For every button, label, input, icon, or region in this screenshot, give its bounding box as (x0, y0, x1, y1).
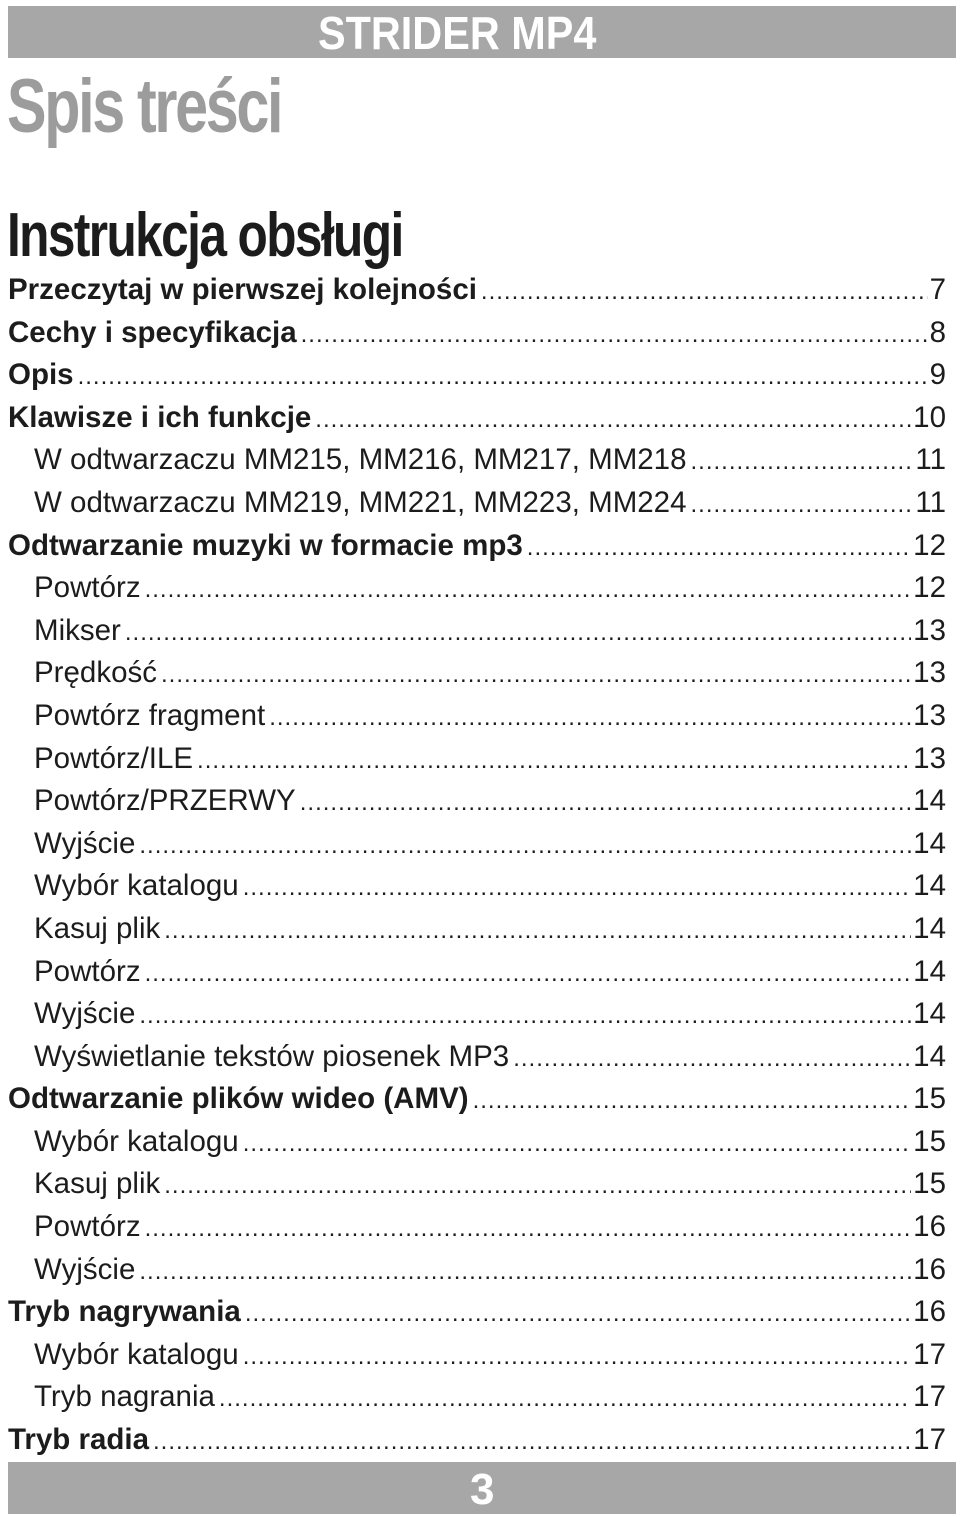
toc-entry-page: 14 (913, 954, 946, 988)
toc-entry-page: 15 (913, 1082, 946, 1116)
toc-entry[interactable] (0, 312, 960, 355)
dot-leader (473, 1080, 912, 1123)
toc-entry-title: Opis (8, 358, 74, 392)
toc-entry-page: 15 (913, 1124, 946, 1158)
header-bar (8, 6, 956, 58)
toc-entry-row (8, 1291, 946, 1334)
toc-entry-title: Tryb nagrywania (8, 1295, 241, 1329)
toc-entry-title: Prędkość (34, 656, 157, 690)
toc-entry[interactable] (0, 1206, 960, 1249)
toc-entry[interactable] (0, 908, 960, 951)
toc-entry[interactable] (0, 823, 960, 866)
page-number: 3 (470, 1465, 495, 1514)
toc-entry-page: 14 (913, 869, 946, 903)
toc-entry-title: Powtórz (34, 954, 141, 988)
toc-entry-row (34, 610, 946, 653)
dot-leader (139, 825, 911, 868)
toc-entry-page: 14 (913, 826, 946, 860)
dot-leader (78, 356, 928, 399)
dot-leader (301, 314, 928, 357)
dot-leader (513, 1038, 911, 1081)
dot-leader (139, 995, 911, 1038)
toc-entry-title: Wybór katalogu (34, 1337, 239, 1371)
toc-entry-row (34, 1334, 946, 1377)
toc-entry-page: 11 (915, 443, 946, 477)
toc-entry-page: 11 (915, 485, 946, 519)
toc-entry-row (34, 865, 946, 908)
toc-entry-row (34, 652, 946, 695)
toc-entry-row (8, 1419, 946, 1462)
toc-entry-page: 16 (913, 1210, 946, 1244)
dot-leader (197, 740, 911, 783)
dot-leader (245, 1293, 911, 1336)
brand-title: STRIDER MP4 (318, 7, 597, 59)
dot-leader (269, 697, 911, 740)
toc-entry-page: 14 (913, 911, 946, 945)
toc-entry-row (34, 1036, 946, 1079)
dot-leader (145, 953, 912, 996)
toc-entry-title: Powtórz (34, 571, 141, 605)
toc-entry-page: 12 (913, 528, 946, 562)
toc-entry-page: 16 (913, 1252, 946, 1286)
toc-entry[interactable] (0, 652, 960, 695)
toc-entry-title: Wyjście (34, 1252, 136, 1286)
toc-entry[interactable] (0, 993, 960, 1036)
toc-entry-row (34, 439, 946, 482)
dot-leader (527, 527, 911, 570)
toc-entry-page: 10 (913, 400, 946, 434)
toc-entry-page: 12 (913, 571, 946, 605)
toc-entry[interactable] (0, 1121, 960, 1164)
toc-entry[interactable] (0, 738, 960, 781)
dot-leader (243, 1123, 911, 1166)
toc-entry-title: Odtwarzanie plików wideo (AMV) (8, 1082, 469, 1116)
toc-entry-page: 13 (913, 656, 946, 690)
toc-entry[interactable] (0, 525, 960, 568)
toc-entry-title: Wybór katalogu (34, 1124, 239, 1158)
toc-entry-title: Powtórz fragment (34, 698, 266, 732)
dot-leader (481, 271, 928, 314)
toc-entry-title: Powtórz (34, 1210, 141, 1244)
toc-entry[interactable] (0, 780, 960, 823)
dot-leader (315, 399, 911, 442)
toc-entry[interactable] (0, 439, 960, 482)
toc-entry[interactable] (0, 354, 960, 397)
toc-entry[interactable] (0, 1419, 960, 1462)
dot-leader (243, 1336, 911, 1379)
dot-leader (153, 1421, 911, 1464)
toc-entry-page: 14 (913, 1039, 946, 1073)
table-of-contents (0, 269, 960, 1462)
dot-leader (219, 1378, 911, 1421)
dot-leader (243, 867, 911, 910)
toc-entry-row (34, 780, 946, 823)
toc-entry-title: Wyjście (34, 997, 136, 1031)
toc-entry[interactable] (0, 269, 960, 312)
toc-entry-page: 16 (913, 1295, 946, 1329)
toc-entry-page: 14 (913, 784, 946, 818)
toc-entry-page: 17 (913, 1337, 946, 1371)
toc-entry-title: Powtórz/PRZERWY (34, 784, 296, 818)
section-title: Instrukcja obsługi (7, 201, 403, 270)
toc-entry-row (34, 993, 946, 1036)
toc-entry-row (34, 951, 946, 994)
toc-entry-title: Tryb radia (8, 1423, 150, 1457)
toc-entry-row (34, 482, 946, 525)
dot-leader (145, 1208, 912, 1251)
toc-entry-title: Klawisze i ich funkcje (8, 400, 312, 434)
toc-entry-page: 13 (913, 741, 946, 775)
dot-leader (139, 1251, 911, 1294)
toc-entry-title: W odtwarzaczu MM219, MM221, MM223, MM224 (34, 485, 687, 519)
toc-entry-title: Wyświetlanie tekstów piosenek MP3 (34, 1039, 510, 1073)
toc-entry[interactable] (0, 567, 960, 610)
toc-entry-row (8, 312, 946, 355)
toc-entry-row (8, 397, 946, 440)
toc-entry[interactable] (0, 1036, 960, 1079)
toc-entry-row (34, 738, 946, 781)
dot-leader (691, 441, 914, 484)
dot-leader (164, 910, 911, 953)
dot-leader (691, 484, 914, 527)
dot-leader (161, 654, 911, 697)
toc-entry-page: 13 (913, 613, 946, 647)
toc-entry-title: Cechy i specyfikacja (8, 315, 297, 349)
toc-entry[interactable] (0, 610, 960, 653)
toc-entry-row (34, 823, 946, 866)
toc-entry[interactable] (0, 1376, 960, 1419)
toc-entry-title: W odtwarzaczu MM215, MM216, MM217, MM218 (34, 443, 687, 477)
toc-entry[interactable] (0, 1078, 960, 1121)
dot-leader (125, 612, 911, 655)
toc-entry-row (34, 908, 946, 951)
toc-entry[interactable] (0, 865, 960, 908)
toc-entry-page: 17 (913, 1380, 946, 1414)
page-title: Spis treści (7, 64, 282, 149)
toc-entry-page: 17 (913, 1423, 946, 1457)
toc-entry-row (34, 1163, 946, 1206)
toc-entry-row (34, 1121, 946, 1164)
toc-entry-page: 14 (913, 997, 946, 1031)
toc-entry[interactable] (0, 695, 960, 738)
toc-entry-page: 7 (929, 273, 946, 306)
toc-entry-row (8, 525, 946, 568)
toc-entry-title: Odtwarzanie muzyki w formacie mp3 (8, 528, 523, 562)
dot-leader (300, 782, 911, 825)
toc-entry-row (8, 1078, 946, 1121)
toc-entry[interactable] (0, 397, 960, 440)
toc-entry-row (34, 1376, 946, 1419)
toc-entry-title: Wyjście (34, 826, 136, 860)
toc-entry[interactable] (0, 1291, 960, 1334)
toc-entry-row (34, 1249, 946, 1292)
footer-bar (8, 1462, 956, 1514)
toc-entry-page: 8 (929, 315, 946, 349)
toc-entry[interactable] (0, 1334, 960, 1377)
toc-entry-row (34, 1206, 946, 1249)
toc-entry-title: Tryb nagrania (34, 1380, 215, 1414)
toc-entry-page: 13 (913, 698, 946, 732)
toc-entry-page: 9 (929, 358, 946, 392)
toc-entry-row (34, 695, 946, 738)
toc-entry[interactable] (0, 1249, 960, 1292)
toc-entry[interactable] (0, 1163, 960, 1206)
toc-entry-row (8, 269, 946, 312)
toc-entry-row (8, 354, 946, 397)
dot-leader (164, 1165, 911, 1208)
toc-entry[interactable] (0, 951, 960, 994)
toc-entry[interactable] (0, 482, 960, 525)
dot-leader (145, 569, 912, 612)
toc-entry-title: Powtórz/ILE (34, 741, 194, 775)
toc-entry-row (34, 567, 946, 610)
toc-entry-title: Wybór katalogu (34, 869, 239, 903)
toc-entry-title: Mikser (34, 613, 121, 647)
toc-entry-page: 15 (913, 1167, 946, 1201)
toc-entry-title: Kasuj plik (34, 911, 161, 945)
toc-entry-title: Przeczytaj w pierwszej kolejności (8, 273, 477, 306)
toc-entry-title: Kasuj plik (34, 1167, 161, 1201)
